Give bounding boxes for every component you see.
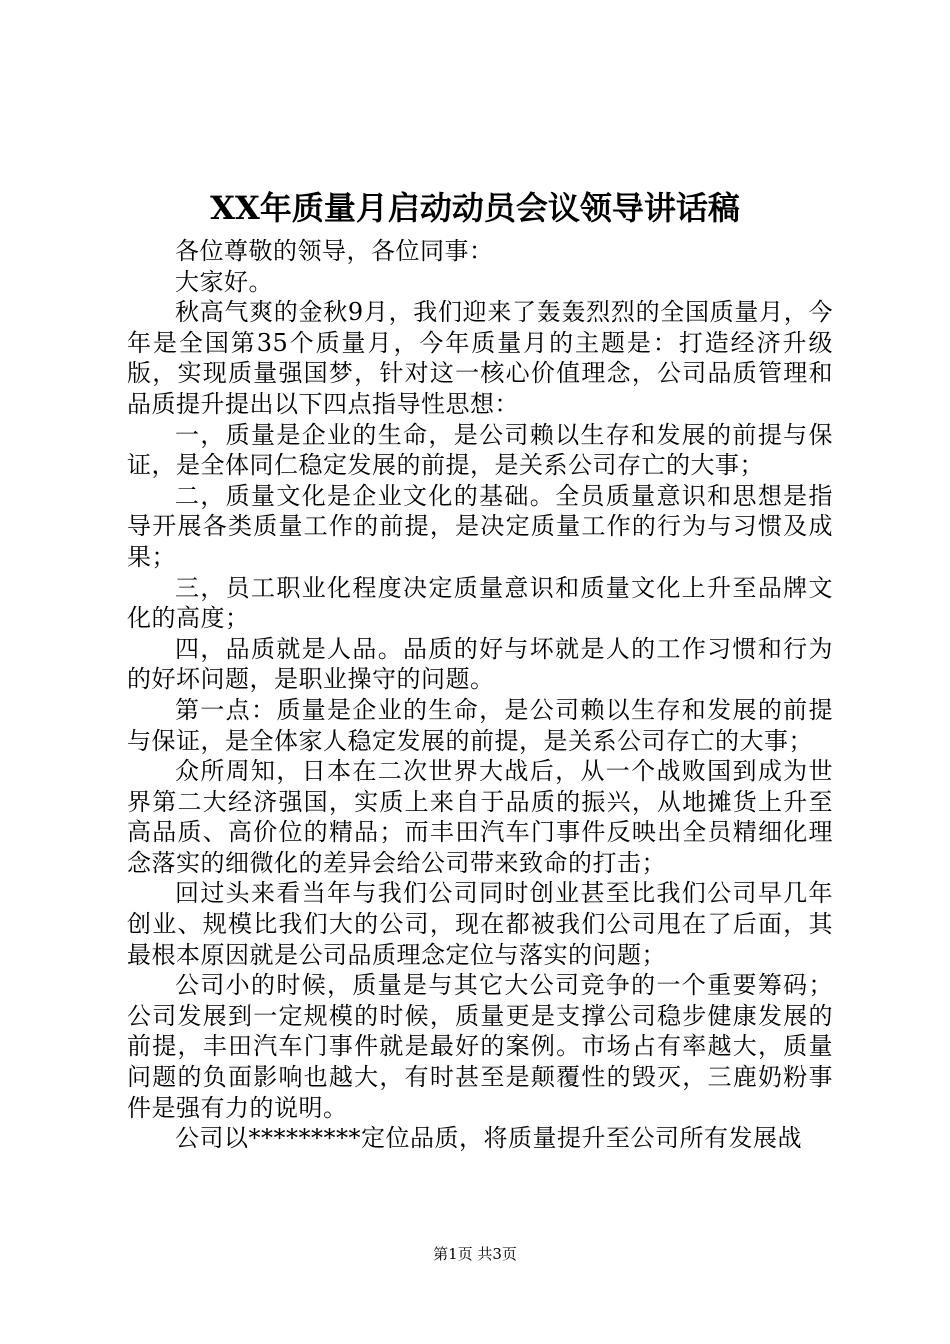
paragraph-japan-example: 众所周知，日本在二次世界大战后，从一个战败国到成为世界第二大经济强国，实质上来自于品质的振兴，从地摊货上升至高品质、高价位的精品；而丰田汽车门事件反映出全员精细化理念落实的细微化的差异会给公司带来致命的打击； <box>127 757 833 877</box>
paragraph-first-point: 第一点：质量是企业的生命，是公司赖以生存和发展的前提与保证，是全体家人稳定发展的前提，是关系公司存亡的大事； <box>127 695 833 755</box>
paragraph-hello: 大家好。 <box>175 267 273 296</box>
paragraph-point-two: 二，质量文化是企业文化的基础。全员质量意识和思想是指导开展各类质量工作的前提，是决定质量工作的行为与习惯及成果； <box>127 481 833 571</box>
paragraph-greeting: 各位尊敬的领导，各位同事： <box>175 237 494 265</box>
paragraph-intro: 秋高气爽的金秋9月，我们迎来了轰轰烈烈的全国质量月，今年是全国第35个质量月，今年质量月的主题是：打造经济升级版，实现质量强国梦，针对这一核心价值理念，公司品质管理和品质提升提出以下四点指导性思想： <box>127 298 833 418</box>
paragraph-company-small: 公司小的时候，质量是与其它大公司竞争的一个重要筹码；公司发展到一定规模的时候，质量更是支撑公司稳步健康发展的前提，丰田汽车门事件就是最好的案例。市场占有率越大，质量问题的负面影响也越大，有时甚至是颠覆性的毁灭，三鹿奶粉事件是强有力的说明。 <box>127 971 833 1122</box>
paragraph-point-four: 四，品质就是人品。品质的好与坏就是人的工作习惯和行为的好坏问题，是职业操守的问题。 <box>127 634 833 694</box>
paragraph-company-positioning: 公司以*********定位品质，将质量提升至公司所有发展战 <box>175 1124 802 1153</box>
paragraph-point-three: 三，员工职业化程度决定质量意识和质量文化上升至品牌文化的高度； <box>127 573 833 633</box>
page-footer: 第1页 共3页 <box>433 1245 517 1263</box>
paragraph-point-one: 一，质量是企业的生命，是公司赖以生存和发展的前提与保证，是全体同仁稳定发展的前提，是关系公司存亡的大事； <box>127 420 833 480</box>
document-body <box>127 236 833 1154</box>
paragraph-looking-back: 回过头来看当年与我们公司同时创业甚至比我们公司早几年创业、规模比我们大的公司，现在都被我们公司甩在了后面，其最根本原因就是公司品质理念定位与落实的问题； <box>127 879 833 969</box>
document-title: XX年质量月启动动员会议领导讲话稿 <box>210 189 740 227</box>
